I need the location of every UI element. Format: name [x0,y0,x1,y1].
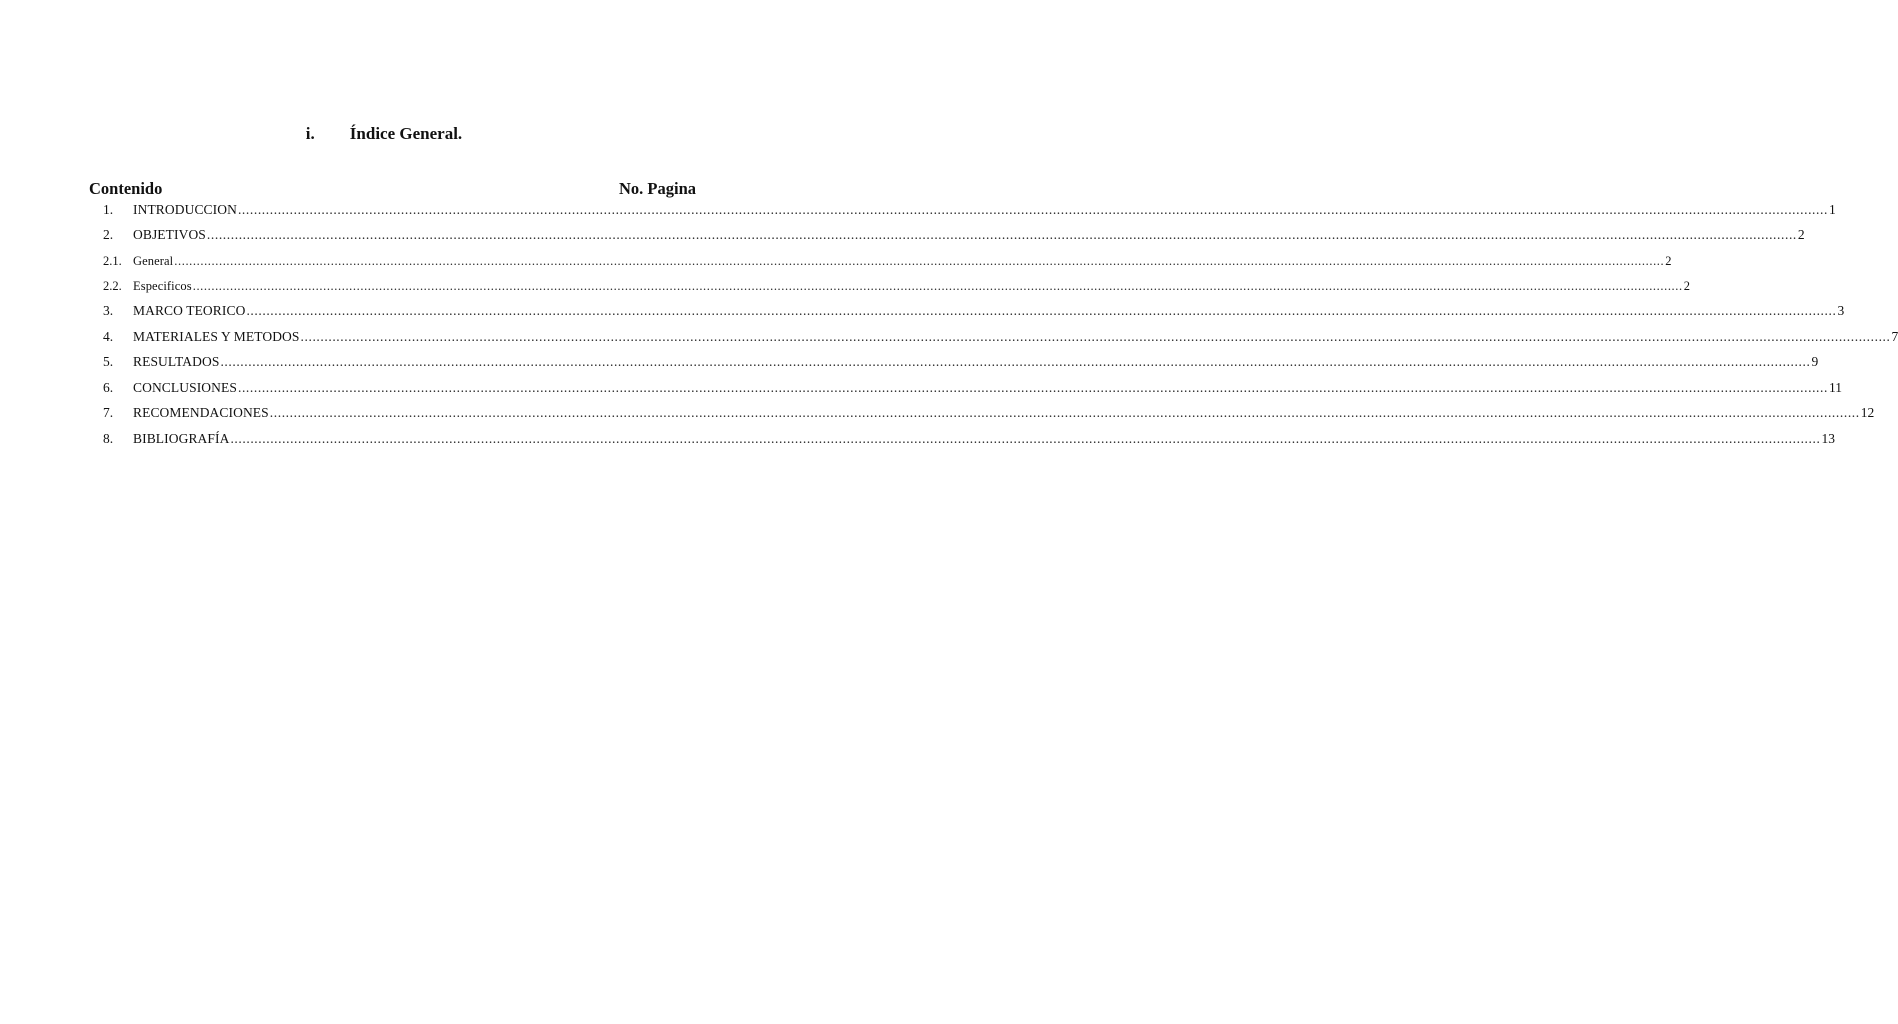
toc-entry[interactable] [0,327,1898,347]
title-text: Índice General. [349,124,463,143]
toc-entry-page: 7 [1891,329,1898,344]
toc-dot-leader: ................................................................................................................................................................................................................................................................................................................................................................................................................ [237,202,1828,217]
toc-entry-page: 2 [1665,254,1672,268]
toc-entry[interactable] [0,225,1805,245]
toc-entry-page: 1 [1828,202,1836,217]
toc-entry[interactable] [0,429,1835,449]
toc-entry-number: 7. [103,405,114,420]
toc-entry-label: MATERIALES Y METODOS [133,329,300,344]
toc-dot-leader: ................................................................................................................................................................................................................................................................................................................................................................................................................ [269,405,1860,420]
toc-entry[interactable] [0,403,1875,423]
toc-entry-page: 2 [1683,279,1690,293]
toc-entry-page: 3 [1837,303,1845,318]
toc-entry[interactable] [0,378,1842,398]
toc-dot-leader: ................................................................................................................................................................................................................................................................................................................................................................................................................ [300,329,1891,344]
toc-entry-page: 12 [1860,405,1875,420]
toc-header-page: No. Pagina [618,179,696,198]
toc-dot-leader: ................................................................................................................................................................................................................................................................................................................................................................................................................ [237,380,1828,395]
toc-entry-label: General [133,254,174,268]
toc-entry-number: 2.2. [103,279,122,293]
toc-entry-label: MARCO TEORICO [133,303,246,318]
toc-entry-label: RESULTADOS [133,354,220,369]
toc-dot-leader: ................................................................................................................................................................................................................................................................................................................................................................................................................ [192,279,1683,293]
toc-entry[interactable] [0,352,1819,372]
toc-entry-label: OBJETIVOS [133,227,206,242]
toc-entry-number: 2.1. [103,254,122,268]
toc-dot-leader: ................................................................................................................................................................................................................................................................................................................................................................................................................ [230,431,1821,446]
toc-entry-number: 5. [103,354,114,369]
toc-entry[interactable] [0,200,1836,220]
toc-entry-body [133,251,1672,271]
toc-entry-body [133,378,1842,398]
toc-entry-number: 2. [103,227,114,242]
title-number: i. [305,124,315,143]
toc-dot-leader: ................................................................................................................................................................................................................................................................................................................................................................................................................ [246,303,1837,318]
toc-entry-page: 2 [1797,227,1805,242]
toc-entry-label: INTRODUCCION [133,202,237,217]
toc-header-content: Contenido [89,179,163,198]
toc-entry-page: 9 [1811,354,1819,369]
toc-entry-body [133,352,1819,372]
toc-entry-body [133,327,1898,347]
toc-entry-label: Especificos [133,279,192,293]
toc-entry-label: RECOMENDACIONES [133,405,269,420]
toc-entry-page: 13 [1821,431,1835,446]
toc-entry[interactable] [0,276,1690,296]
toc-entry[interactable] [0,301,1845,321]
toc-dot-leader: ................................................................................................................................................................................................................................................................................................................................................................................................................ [206,227,1797,242]
toc-entry-label: BIBLIOGRAFÍA [133,431,230,446]
toc-dot-leader: ................................................................................................................................................................................................................................................................................................................................................................................................................ [220,354,1811,369]
toc-entry-number: 1. [103,202,114,217]
toc-entry-number: 6. [103,380,114,395]
toc-entry-number: 4. [103,329,114,344]
toc-entry[interactable] [0,251,1672,271]
toc-entry-page: 11 [1828,380,1842,395]
page-title [0,124,768,144]
toc-entry-number: 8. [103,431,114,446]
toc-entry-body [133,403,1875,423]
toc-entry-number: 3. [103,303,114,318]
toc-entry-body [133,276,1690,296]
toc-entry-body [133,200,1836,220]
toc-entry-label: CONCLUSIONES [133,380,237,395]
toc-entry-body [133,429,1835,449]
toc-dot-leader: ................................................................................................................................................................................................................................................................................................................................................................................................................ [174,254,1665,268]
toc-entry-body [133,225,1805,245]
toc-entry-body [133,301,1845,321]
toc-header [89,179,696,199]
